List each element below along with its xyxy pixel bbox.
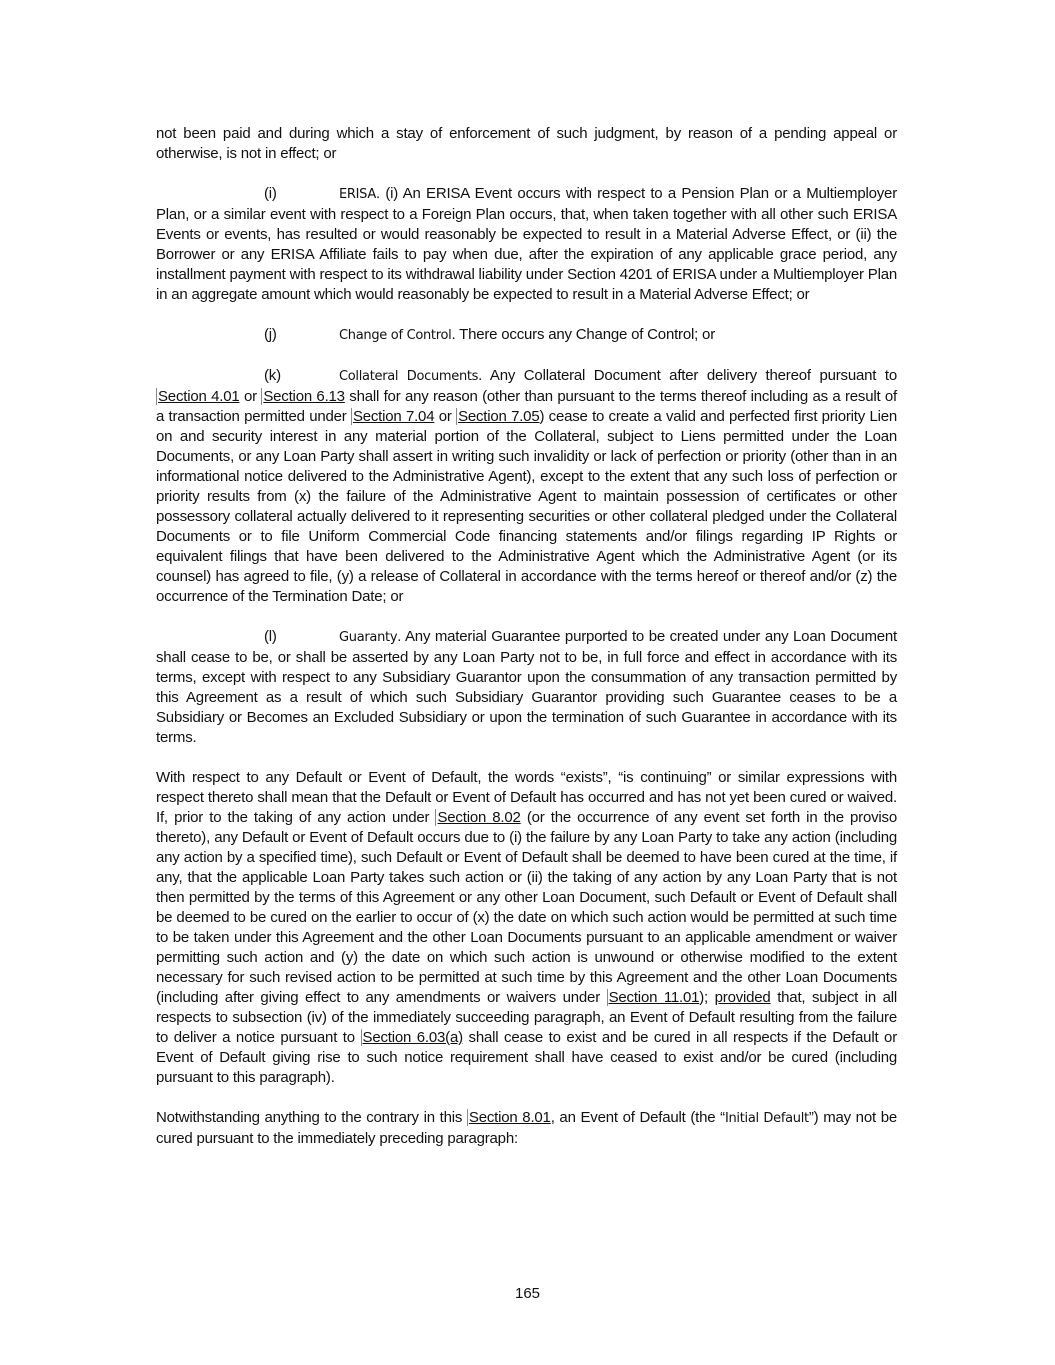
clause-j-label: (j) <box>264 326 277 343</box>
section-4-01-link[interactable]: Section 4.01 <box>158 388 240 405</box>
clause-l-text: . Any material Guarantee purported to be created under any Loan Document shall cease to be, or shall be asserted by any Loan Party not to be, in full force and effect in accordance with its terms, except with respect to any Subsidiary Guarantor upon the consummation of any transaction permitted by this Agreement as a result of which such Subsidiary Guarantor providing such Guarantee ceases to be a Subsidiary or Becomes an Excluded Subsidiary or upon the termination of such Guarantee in accordance with its terms. <box>156 628 897 746</box>
clause-i-heading: ERISA <box>339 187 376 202</box>
section-7-05-link[interactable]: Section 7.05 <box>458 408 540 425</box>
clause-k-text-1: . Any Collateral Document after delivery thereof pursuant to <box>478 367 897 384</box>
clause-k-heading: Collateral Documents <box>339 369 479 384</box>
clause-k-text-4: or <box>434 408 457 425</box>
notwithstanding-text-3: ”) may not be cured pursuant to the immediately preceding paragraph: <box>156 1109 897 1147</box>
clause-j-text: . There occurs any Change of Control; or <box>451 326 715 343</box>
provided-term: provided <box>714 989 771 1006</box>
clause-k-text-2: or <box>239 388 262 405</box>
default-text-5: shall cease to exist and be cured in all respects if the Default or Event of Default giving rise to such notice requirement shall have ceased to exist and/or be cured (including pursuant to this paragraph). <box>156 1029 897 1086</box>
clause-k-text-5: ) cease to create a valid and perfected first priority Lien on and security interest in any material portion of the Collateral, subject to Liens permitted under the Loan Documents, or any Loan Party shall assert in writing such invalidity or lack of perfection or priority (other than in an informational notice delivered to the Administrative Agent), except to the extent that any such loss of perfection or priority results from (x) the failure of the Administrative Agent to maintain possession of certificates or other possessory collateral actually delivered to it representing securities or other collateral pledged under the Collateral Documents or to file Uniform Commercial Code financing statements and/or filings regarding IP Rights or equivalent filings that have been delivered to the Administrative Agent which the Administrative Agent (or its counsel) has agreed to file, (y) a release of Collateral in accordance with the terms hereof or thereof and/or (z) the occurrence of the Termination Date; or <box>156 408 898 605</box>
clause-k-text-3: shall for any reason (other than pursuant to the terms thereof including as a result of a transaction permitted under <box>156 388 897 425</box>
page-number: 165 <box>514 1285 541 1302</box>
clause-l <box>156 627 897 748</box>
notwithstanding-text-1: Notwithstanding anything to the contrary in this <box>156 1109 467 1126</box>
clause-k <box>156 366 897 607</box>
section-8-01-link[interactable]: Section 8.01 <box>468 1109 551 1126</box>
default-text-1: With respect to any Default or Event of Default, the words “exists”, “is continuing” or similar expressions with respect thereto shall mean that the Default or Event of Default has occurred and has not yet been cured or waived. If, prior to the taking of any action under <box>156 769 897 826</box>
clause-k-label: (k) <box>264 367 281 384</box>
carryover-text: not been paid and during which a stay of enforcement of such judgment, by reason of a pending appeal or otherwise, is not in effect; or <box>156 125 897 162</box>
notwithstanding-text-2: , an Event of Default (the “ <box>550 1109 725 1126</box>
section-7-04-link[interactable]: Section 7.04 <box>352 408 435 425</box>
default-paragraph <box>156 768 897 1088</box>
clause-l-heading: Guaranty <box>339 630 398 645</box>
initial-default-term: Initial Default <box>724 1111 809 1126</box>
section-6-13-link[interactable]: Section 6.13 <box>263 388 345 405</box>
default-text-2: (or the occurrence of any event set forth in the proviso thereto), any Default or Event of Default occurs due to (i) the failure by any Loan Party to take any action (including any action by a specified time), such Default or Event of Default shall be deemed to have been cured at the time, if any, that the applicable Loan Party takes such action or (ii) the taking of any action by any Loan Party that is not then permitted by the terms of this Agreement or any other Loan Document, such Default or Event of Default shall be deemed to be cured on the earlier to occur of (x) the date on which such action would be permitted at such time to be taken under this Agreement and the other Loan Documents pursuant to an applicable amendment or waiver permitting such action and (y) the date on which such action is unwound or otherwise modified to the extent necessary for such revised action to be permitted at such time by this Agreement and the other Loan Documents (including after giving effect to any amendments or waivers under <box>156 809 897 1006</box>
clause-j <box>156 325 897 346</box>
carryover-paragraph <box>156 124 897 164</box>
notwithstanding-paragraph <box>156 1108 897 1149</box>
section-8-02-link[interactable]: Section 8.02 <box>437 809 521 826</box>
clause-l-label: (l) <box>264 628 277 645</box>
clause-i-label: (i) <box>264 185 277 202</box>
document-body <box>156 124 897 1149</box>
section-11-01-link[interactable]: Section 11.01 <box>608 989 700 1006</box>
clause-i-text: . (i) An ERISA Event occurs with respect to a Pension Plan or a Multiemployer Plan, or a similar event with respect to a Foreign Plan occurs, that, when taken together with all other such ERISA Events or events, has resulted or would reasonably be expected to result in a Material Adverse Effect, or (ii) the Borrower or any ERISA Affiliate fails to pay when due, after the expiration of any applicable grace period, any installment payment with respect to its withdrawal liability under Section 4201 of ERISA under a Multiemployer Plan in an aggregate amount which would reasonably be expected to result in a Material Adverse Effect; or <box>156 185 897 303</box>
section-6-03a-link[interactable]: Section 6.03(a) <box>362 1029 463 1046</box>
clause-j-heading: Change of Control <box>339 328 452 343</box>
default-text-3: ); <box>699 989 715 1006</box>
clause-i <box>156 184 897 305</box>
default-text-4: that, subject in all respects to subsection (iv) of the immediately succeeding paragraph, an Event of Default resulting from the failure to deliver a notice pursuant to <box>156 989 897 1046</box>
